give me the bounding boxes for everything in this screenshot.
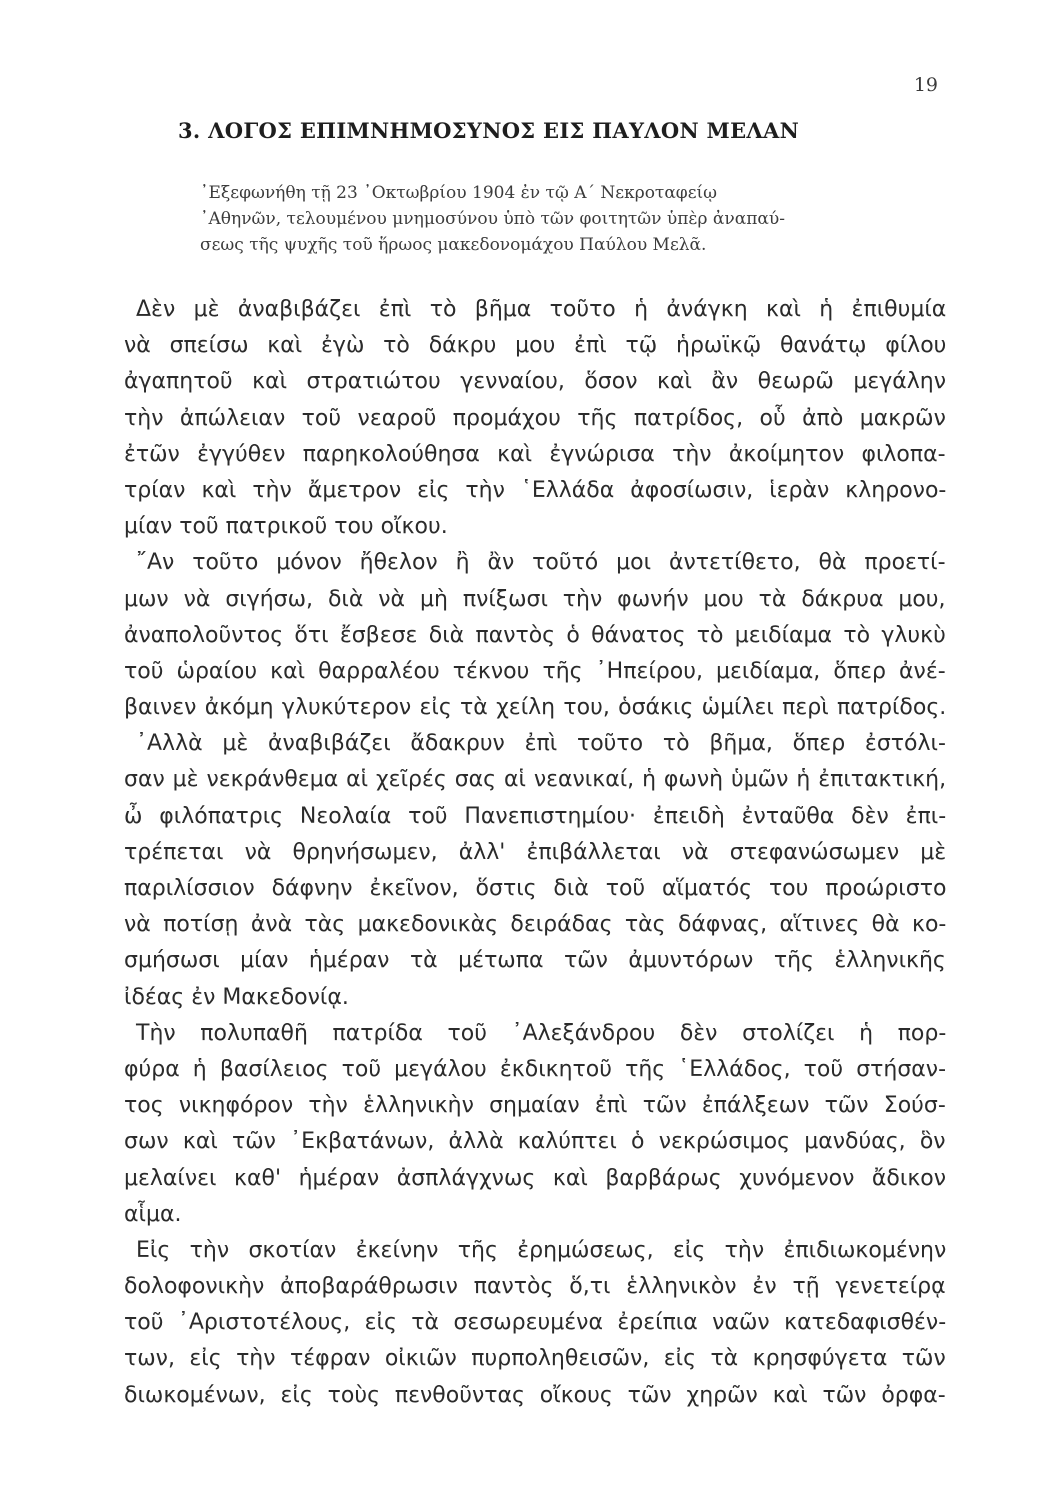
- body-line: τος νικηφόρον τὴν ἑλληνικὴν σημαίαν ἐπὶ τῶν ἐπάλξεων τῶν Σούσ-: [124, 1093, 946, 1119]
- body-line: παριλίσσιον δάφνην ἐκεῖνον, ὅστις διὰ τοῦ αἵματός του προώριστο: [124, 876, 947, 901]
- body-line: δολοφονικὴν ἀποβαράθρωσιν παντὸς ὅ,τι ἑλληνικὸν ἐν τῇ γενετείρᾳ: [124, 1274, 946, 1300]
- body-line: ὦ φιλόπατρις Νεολαία τοῦ Πανεπιστημίου· ἐπειδὴ ἐνταῦθα δὲν ἐπι-: [124, 803, 947, 829]
- body-line: μίαν τοῦ πατρικοῦ του οἴκου.: [124, 514, 448, 540]
- paragraph-start-line: ᾿Αλλὰ μὲ ἀναβιβάζει ἄδακρυν ἐπὶ τοῦτο τὸ βῆμα, ὅπερ ἐστόλι-: [136, 731, 946, 757]
- body-text: [124, 292, 946, 1414]
- body-line: ἀγαπητοῦ καὶ στρατιώτου γενναίου, ὅσον καὶ ἂν θεωρῶ μεγάλην: [124, 369, 947, 395]
- body-line: νὰ σπείσω καὶ ἐγὼ τὸ δάκρυ μου ἐπὶ τῷ ἡρωϊκῷ θανάτῳ φίλου: [124, 333, 947, 359]
- body-line: ἰδέας ἐν Μακεδονίᾳ.: [124, 984, 349, 1010]
- body-line: ἀναπολοῦντος ὅτι ἔσβεσε διὰ παντὸς ὁ θάνατος τὸ μειδίαμα τὸ γλυκὺ: [124, 622, 946, 648]
- body-line: φύρα ἡ βασίλειος τοῦ μεγάλου ἐκδικητοῦ τῆς ῾Ελλάδος, τοῦ στήσαν-: [124, 1056, 947, 1082]
- chapter-title: 3. ΛΟΓΟΣ ΕΠΙΜΝΗΜΟΣΥΝΟΣ ΕΙΣ ΠΑΥΛΟΝ ΜΕΛΑΝ: [178, 118, 800, 143]
- body-line: σων καὶ τῶν ᾿Εκβατάνων, ἀλλὰ καλύπτει ὁ νεκρώσιμος μανδύας, ὃν: [124, 1129, 946, 1155]
- body-line: σμήσωσι μίαν ἡμέραν τὰ μέτωπα τῶν ἀμυντόρων τῆς ἑλληνικῆς: [124, 948, 946, 974]
- body-line: νὰ ποτίσῃ ἀνὰ τὰς μακεδονικὰς δειράδας τὰς δάφνας, αἵτινες θὰ κο-: [124, 912, 947, 938]
- body-line: των, εἰς τὴν τέφραν οἰκιῶν πυρποληθεισῶν, εἰς τὰ κρησφύγετα τῶν: [124, 1346, 946, 1372]
- page-number: 19: [913, 74, 938, 96]
- subtitle-line: ᾿Αθηνῶν, τελουμένου μνημοσύνου ὑπὸ τῶν φοιτητῶν ὑπὲρ ἀναπαύ-: [200, 209, 785, 229]
- body-line: τὴν ἀπώλειαν τοῦ νεαροῦ προμάχου τῆς πατρίδος, οὗ ἀπὸ μακρῶν: [124, 405, 946, 431]
- subtitle-line: σεως τῆς ψυχῆς τοῦ ἥρωος μακεδονομάχου Παύλου Μελᾶ.: [200, 235, 707, 255]
- body-line: αἷμα.: [124, 1201, 182, 1227]
- body-line: ἐτῶν ἐγγύθεν παρηκολούθησα καὶ ἐγνώρισα τὴν ἀκοίμητον φιλοπα-: [124, 441, 946, 467]
- body-line: μων νὰ σιγήσω, διὰ νὰ μὴ πνίξωσι τὴν φωνήν μου τὰ δάκρυα μου,: [124, 586, 946, 612]
- body-line: τοῦ ᾿Αριστοτέλους, εἰς τὰ σεσωρευμένα ἐρείπια ναῶν κατεδαφισθέν-: [124, 1310, 947, 1336]
- paragraph-start-line: Εἰς τὴν σκοτίαν ἐκείνην τῆς ἐρημώσεως, εἰς τὴν ἐπιδιωκομένην: [136, 1237, 947, 1263]
- subtitle-line: ᾿Εξεφωνήθη τῇ 23 ᾿Οκτωβρίου 1904 ἐν τῷ Α΄ Νεκροταφείῳ: [200, 183, 718, 203]
- body-line: σαν μὲ νεκράνθεμα αἱ χεῖρές σας αἱ νεανικαί, ἡ φωνὴ ὑμῶν ἡ ἐπιτακτική,: [124, 767, 947, 793]
- body-line: βαινεν ἀκόμη γλυκύτερον εἰς τὰ χείλη του, ὁσάκις ὡμίλει περὶ πατρίδος.: [124, 695, 947, 721]
- body-line: τοῦ ὡραίου καὶ θαρραλέου τέκνου τῆς ᾿Ηπείρου, μειδίαμα, ὅπερ ἀνέ-: [124, 658, 946, 684]
- paragraph-start-line: ῎Αν τοῦτο μόνον ἤθελον ἢ ἂν τοῦτό μοι ἀντετίθετο, θὰ προετί-: [136, 550, 946, 576]
- subtitle-note: [200, 180, 944, 258]
- body-line: τρέπεται νὰ θρηνήσωμεν, ἀλλ' ἐπιβάλλεται νὰ στεφανώσωμεν μὲ: [124, 839, 947, 865]
- body-line: μελαίνει καθ' ἡμέραν ἀσπλάγχνως καὶ βαρβάρως χυνόμενον ἄδικον: [124, 1165, 947, 1191]
- body-line: διωκομένων, εἰς τοὺς πενθοῦντας οἴκους τῶν χηρῶν καὶ τῶν ὀρφα-: [124, 1382, 946, 1408]
- body-line: τρίαν καὶ τὴν ἄμετρον εἰς τὴν ῾Ελλάδα ἀφοσίωσιν, ἱερὰν κληρονο-: [124, 477, 947, 503]
- paragraph-start-line: Τὴν πολυπαθῆ πατρίδα τοῦ ᾿Αλεξάνδρου δὲν στολίζει ἡ πορ-: [136, 1020, 947, 1046]
- paragraph-start-line: Δὲν μὲ ἀναβιβάζει ἐπὶ τὸ βῆμα τοῦτο ἡ ἀνάγκη καὶ ἡ ἐπιθυμία: [136, 297, 947, 322]
